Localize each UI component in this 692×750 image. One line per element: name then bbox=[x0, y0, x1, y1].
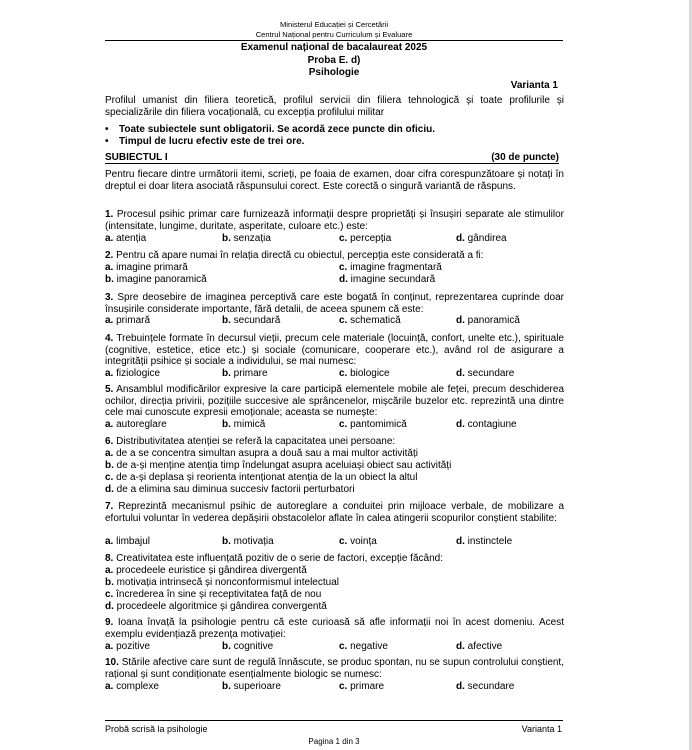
option: c. percepția bbox=[339, 233, 392, 244]
options-2-row1 bbox=[105, 262, 563, 273]
variant-label: Varianta 1 bbox=[510, 80, 558, 91]
question-5: 5. Ansamblul modificărilor expresive la care participă elementele mobile ale feței, precum deschiderea ochilor, direcția privirii, pozițiile succesive ale sprâncenelor, mișcările buzelor etc. reprezintă una dintre cele mai cunoscute expresii emoționale; aceasta se numește: bbox=[105, 384, 564, 418]
option: c. schematică bbox=[339, 315, 401, 326]
option: d. secundare bbox=[456, 368, 515, 379]
option: d. contagiune bbox=[456, 419, 517, 430]
center-name: Centrul Național pentru Curriculum și Evaluare bbox=[255, 30, 413, 39]
option: c. încrederea în sine și receptivitatea față de nou bbox=[105, 589, 322, 600]
question-6: 6. Distributivitatea atenției se referă la capacitatea unei persoane: bbox=[105, 436, 396, 447]
header-rule bbox=[105, 40, 563, 41]
option: a. procedeele euristice și gândirea divergentă bbox=[105, 565, 307, 576]
option: b. primare bbox=[222, 368, 268, 379]
option: c. negative bbox=[339, 641, 388, 652]
option: c. biologice bbox=[339, 368, 390, 379]
options-5 bbox=[105, 419, 563, 430]
options-2-row2 bbox=[105, 274, 563, 285]
exam-title: Examenul național de bacalaureat 2025 bbox=[240, 42, 428, 53]
proba-title: Proba E. d) bbox=[307, 55, 361, 66]
option: d. procedeele algoritmice și gândirea convergentă bbox=[105, 601, 327, 612]
option: a. primară bbox=[105, 315, 151, 326]
option: d. secundare bbox=[456, 681, 515, 692]
subject-title: Psihologie bbox=[308, 67, 360, 78]
option: b. superioare bbox=[222, 681, 281, 692]
options-4 bbox=[105, 368, 563, 379]
option: a. de a se concentra simultan asupra a două sau a mai multor activități bbox=[105, 448, 418, 459]
option: c. pantomimică bbox=[339, 419, 407, 430]
options-9 bbox=[105, 641, 563, 652]
option: a. autoreglare bbox=[105, 419, 167, 430]
question-4: 4. Trebuințele formate în decursul vieții, precum cele materiale (locuință, confort, unelte etc.), spirituale (cognitive, estetice, etice etc.) și sociale (comunicare, cooperare etc.), având rol de asigurare a integrității psihice și sociale a individului, se mai numesc: bbox=[105, 333, 564, 367]
question-9: 9. Ioana învață la psihologie pentru că este curioasă să afle informații noi în acest domeniu. Acest exemplu evidențiază prezența motivației: bbox=[105, 617, 565, 640]
section-points: (30 de puncte) bbox=[491, 152, 559, 163]
option: d. afective bbox=[456, 641, 503, 652]
rule-item: • Toate subiectele sunt obligatorii. Se acordă zece puncte din oficiu. bbox=[105, 124, 435, 135]
option: a. complexe bbox=[105, 681, 159, 692]
options-10 bbox=[105, 681, 563, 692]
profile-intro: Profilul umanist din filiera teoretică, profilul servicii din filiera tehnologică și toate profilurile și specializările din filiera vocațională, cu excepția profilului militar bbox=[105, 95, 564, 118]
option: b. imagine panoramică bbox=[105, 274, 207, 285]
option: b. senzația bbox=[222, 233, 271, 244]
option: b. cognitive bbox=[222, 641, 274, 652]
option: c. primare bbox=[339, 681, 385, 692]
rule-item: • Timpul de lucru efectiv este de trei ore. bbox=[105, 136, 305, 147]
option: d. instinctele bbox=[456, 536, 513, 547]
footer-right: Varianta 1 bbox=[521, 724, 562, 734]
footer-left: Probă scrisă la psihologie bbox=[105, 724, 208, 734]
option: d. panoramică bbox=[456, 315, 520, 326]
ministry-name: Ministerul Educației și Cercetării bbox=[279, 20, 389, 29]
option: b. secundară bbox=[222, 315, 281, 326]
option: d. gândirea bbox=[456, 233, 507, 244]
instructions: Pentru fiecare dintre următorii itemi, scrieți, pe foaia de examen, doar cifra corespunzătoare și notați în dreptul ei doar litera asociată răspunsului corect. Este corectă o singură variantă de răspuns. bbox=[105, 169, 564, 192]
question-8: 8. Creativitatea este influențată pozitiv de o serie de factori, excepție făcând: bbox=[105, 553, 443, 564]
question-1: 1. Procesul psihic primar care furnizează informații despre proprietăți și însușiri separate ale stimulilor (intensitate, lungime, duritate, asperitate, culoare etc.) este: bbox=[105, 209, 564, 232]
option: d. imagine secundară bbox=[339, 274, 436, 285]
option: a. atenția bbox=[105, 233, 147, 244]
option: b. motivația intrinsecă și nonconformismul intelectual bbox=[105, 577, 339, 588]
section-title: SUBIECTUL I bbox=[105, 152, 168, 163]
options-1 bbox=[105, 233, 563, 244]
question-3: 3. Spre deosebire de imaginea perceptivă care este bogată în conținut, reprezentarea cuprinde doar însușirile considerate importante, fără detalii, de aceea spunem că este: bbox=[105, 292, 564, 315]
question-7: 7. Reprezintă mecanismul psihic de autoreglare a conduitei prin mijloace verbale, de mobilizare a efortului voluntar în vederea depășirii obstacolelor aflate în calea atingerii scopurilor conștient stabilite: bbox=[105, 501, 565, 524]
option: c. de a-și deplasa și reorienta intenționat atenția de la un obiect la altul bbox=[105, 472, 418, 483]
option: c. imagine fragmentară bbox=[339, 262, 442, 273]
question-2: 2. Pentru că apare numai în relația directă cu obiectul, percepția este considerată a fi: bbox=[105, 250, 484, 261]
footer-rule bbox=[105, 720, 563, 721]
option: a. imagine primară bbox=[105, 262, 188, 273]
section-header bbox=[105, 152, 559, 164]
question-10: 10. Stările afective care sunt de regulă înnăscute, se produc spontan, nu se supun controlului conștient, rațional și sunt condiționate esențialmente biologic se numesc: bbox=[105, 657, 564, 680]
option: a. fiziologice bbox=[105, 368, 161, 379]
option: a. pozitive bbox=[105, 641, 151, 652]
option: a. limbajul bbox=[105, 536, 151, 547]
option: c. voința bbox=[339, 536, 377, 547]
option: b. motivația bbox=[222, 536, 274, 547]
page-number: Pagina 1 din 3 bbox=[308, 737, 360, 746]
option: b. mimică bbox=[222, 419, 266, 430]
options-3 bbox=[105, 315, 563, 326]
option: b. de a-și menține atenția timp îndelungat asupra aceluiași obiect sau activități bbox=[105, 460, 452, 471]
option: d. de a elimina sau diminua succesiv factorii perturbatori bbox=[105, 484, 355, 495]
options-7 bbox=[105, 536, 563, 547]
